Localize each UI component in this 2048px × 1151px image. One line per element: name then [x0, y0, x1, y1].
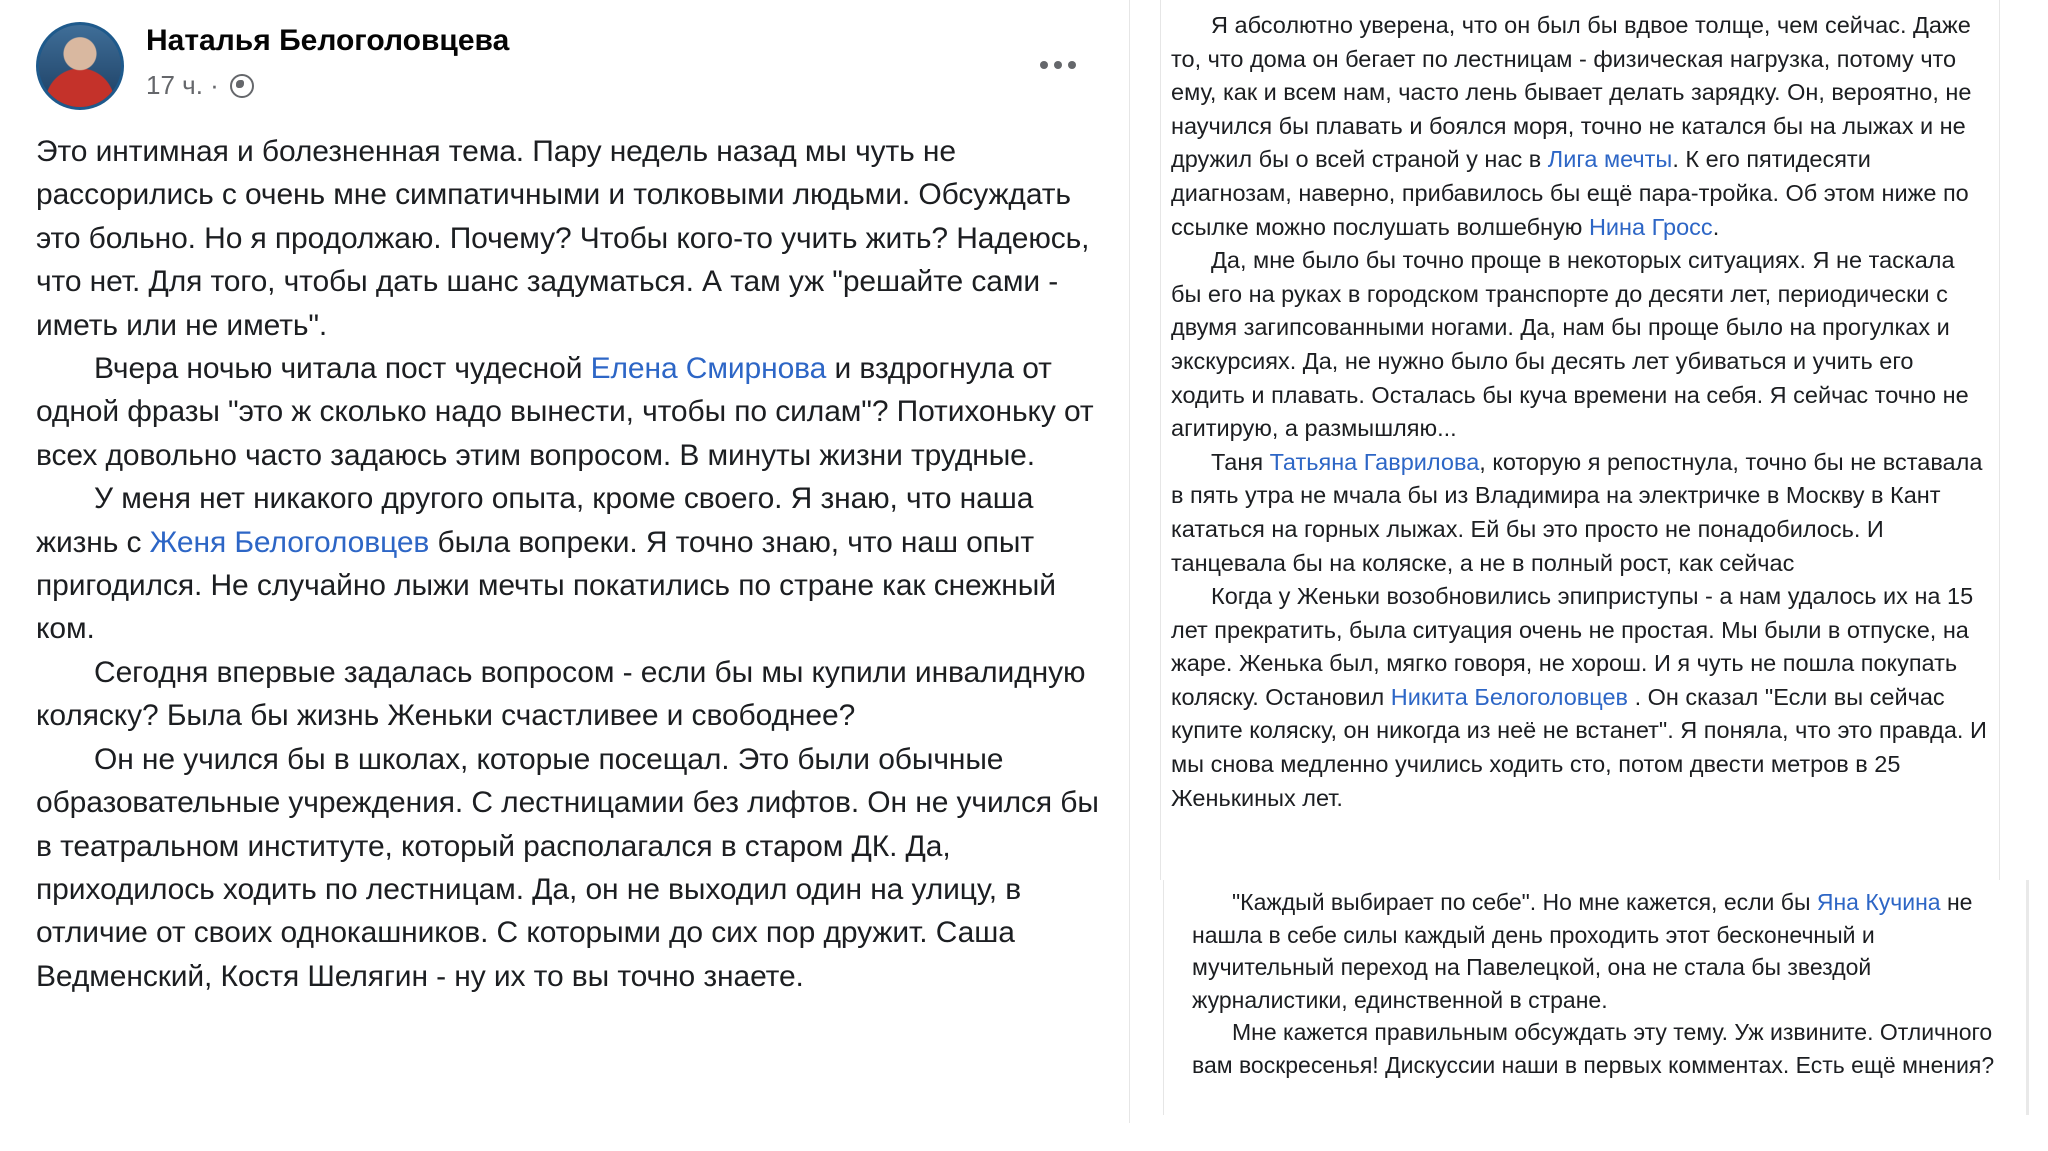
paragraph-text: "Каждый выбирает по себе". Но мне кажется, если бы — [1232, 889, 1817, 915]
paragraph-text: Таня — [1211, 448, 1270, 475]
paragraph-text: была вопреки. Я точно знаю, что наш опыт пригодился. Не случайно лыжи мечты покатились по стране как снежный ком. — [36, 525, 1056, 646]
paragraph — [1171, 446, 1991, 580]
paragraph — [1171, 244, 1991, 446]
post-time[interactable]: 17 ч. · — [146, 70, 219, 100]
paragraph-text: У меня нет никакого другого опыта, кроме своего. Я знаю, что наша жизнь с — [36, 482, 1034, 559]
post-text-ending — [1192, 886, 2012, 1082]
paragraph-text: , которую я репостнула, точно бы не вставала в пять утра не мчала бы из Владимира на электричке в Москву в Кант кататься на горных лыжах. Ей бы это просто не понадобилось. И танцевала бы на коляске, а не в полный рост, как сейчас — [1171, 448, 1983, 576]
avatar[interactable] — [39, 25, 121, 107]
paragraph — [36, 651, 1116, 738]
paragraph-text: Сегодня впервые задалась вопросом - если бы мы купили инвалидную коляску? Была бы жизнь Женьки счастливее и свободнее? — [36, 655, 1086, 733]
paragraph — [36, 477, 1116, 651]
globe-icon — [230, 74, 254, 98]
mention-link[interactable]: Нина Гросс — [1588, 213, 1713, 240]
post-text — [36, 130, 1116, 998]
paragraph — [1192, 1016, 2012, 1081]
paragraph — [1192, 886, 2012, 1016]
paragraph-text: Это интимная и болезненная тема. Пару недель назад мы чуть не рассорились с очень мне симпатичными и толковыми людьми. Обсуждать это больно. Но я продолжаю. Почему? Чтобы кого-то учить жить? Надеюсь, что нет. Для того, чтобы дать шанс задуматься. А там уж "решайте сами - иметь или не иметь". — [36, 135, 1090, 342]
paragraph — [1171, 9, 1991, 244]
post-continuation-top — [1160, 0, 2000, 880]
author-name[interactable]: Наталья Белоголовцева — [146, 24, 510, 57]
more-options-button[interactable] — [1033, 48, 1083, 82]
mention-link[interactable]: Никита Белоголовцев — [1390, 683, 1629, 710]
paragraph-text: не нашла в себе силы каждый день проходить этот бесконечный и мучительный переход на Павелецкой, она не стала бы звездой журналистики, единственной в стране. — [1192, 889, 1973, 1013]
post-continuation-bottom — [1163, 880, 2029, 1115]
paragraph-text: Он не учился бы в школах, которые посещал. Это были обычные образовательные учреждения. С лестницамии без лифтов. Он не учился бы в театральном институте, который располагался в старом ДК. Да, приходилось ходить по лестницам. Да, он не выходил один на улицу, в отличие от своих однокашников. С которыми до сих пор дружит. Саша Ведменский, Костя Шелягин - ну их то вы точно знаете. — [36, 742, 1099, 993]
mention-link[interactable]: Женя Белоголовцев — [149, 525, 430, 559]
mention-link[interactable]: Елена Смирнова — [590, 352, 827, 386]
paragraph-text: и вздрогнула от одной фразы "это ж сколько надо вынести, чтобы по силам"? Потихоньку от всех довольно часто задаюсь этим вопросом. В минуты жизни трудные. — [36, 352, 1094, 472]
post-meta — [146, 70, 254, 101]
post-text-continued — [1171, 9, 1991, 815]
paragraph-text: . — [1712, 213, 1720, 240]
more-horizontal-icon — [1040, 61, 1048, 69]
paragraph-text: Да, мне было бы точно проще в некоторых ситуациях. Я не таскала бы его на руках в городском транспорте до десяти лет, периодически с двумя загипсованными ногами. Да, нам бы проще было на прогулках и экскурсиях. Да, не нужно было бы десять лет убиваться и учить его ходить и плавать. Осталась бы куча времени на себя. Я сейчас точно не агитирую, а размышляю... — [1171, 247, 1969, 442]
paragraph-text: Когда у Женьки возобновились эпиприступы - а нам удалось их на 15 лет прекратить, была ситуация очень не простая. Мы были в отпуске, на жаре. Женька был, мягко говоря, не хорош. И я чуть не пошла покупать коляску. Остановил — [1171, 583, 1974, 710]
paragraph — [1171, 580, 1991, 815]
paragraph-text: Я абсолютно уверена, что он был бы вдвое толще, чем сейчас. Даже то, что дома он бегает по лестницам - физическая нагрузка, потому что ему, как и всем нам, часто лень бывает делать зарядку. Он, вероятно, не научился бы плавать и боялся моря, точно не катался бы на лыжах и не дружил бы о всей страной у нас в — [1171, 12, 1972, 173]
paragraph — [36, 738, 1116, 998]
paragraph — [36, 347, 1116, 477]
mention-link[interactable]: Яна Кучина — [1816, 889, 1941, 915]
paragraph-text: . Он сказал "Если вы сейчас купите коляску, он никогда из неё не встанет". Я поняла, что это правда. И мы снова медленно учились ходить сто, потом двести метров в 25 Женькиных лет. — [1171, 683, 1987, 811]
paragraph-text: Мне кажется правильным обсуждать эту тему. Уж извините. Отличного вам воскресенья! Дискуссии наши в первых комментах. Есть ещё мнения? — [1192, 1019, 1995, 1078]
paragraph — [36, 130, 1116, 347]
paragraph-text: . К его пятидесяти диагнозам, наверно, прибавилось бы ещё пара-тройка. Об этом ниже по ссылке можно послушать волшебную — [1171, 146, 1969, 240]
mention-link[interactable]: Лига мечты — [1547, 146, 1673, 173]
paragraph-text: Вчера ночью читала пост чудесной — [94, 352, 591, 386]
mention-link[interactable]: Татьяна Гаврилова — [1269, 448, 1480, 475]
